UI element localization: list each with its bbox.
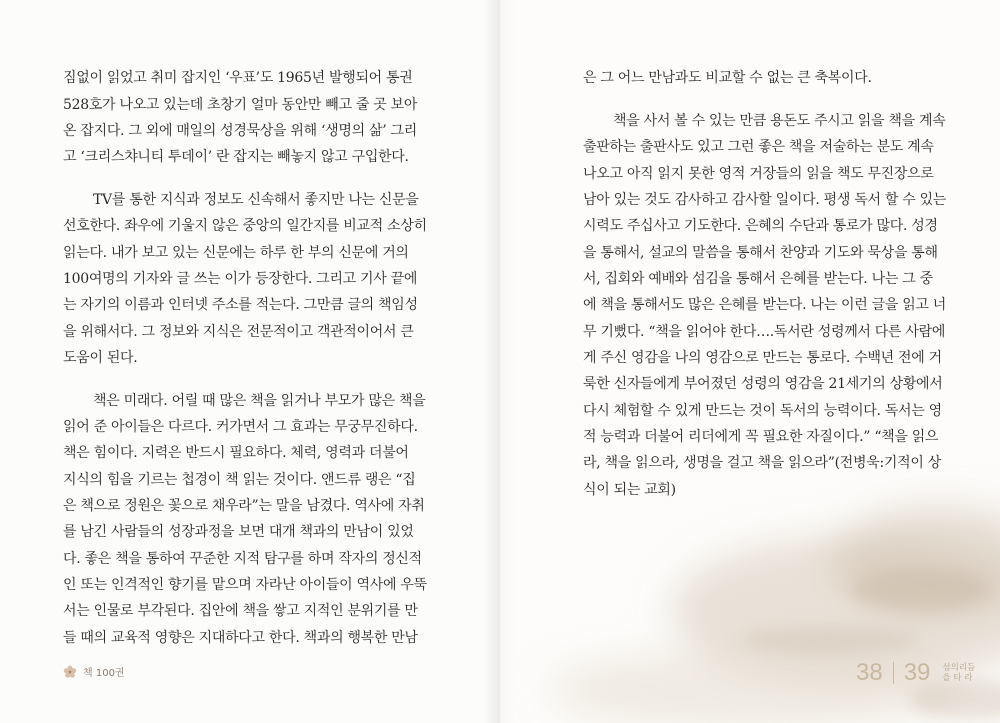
book-gutter (484, 0, 516, 723)
text-line: 라, 책을 읽으라, 생명을 걸고 책을 읽으라”(전병욱:기적이 상 (583, 455, 941, 471)
text-line: 읽는다. 내가 보고 있는 신문에는 하루 한 부의 신문에 거의 (63, 245, 409, 261)
text-line: 서는 인물로 부각된다. 집안에 책을 쌓고 지적인 분위기를 만 (63, 603, 418, 619)
text-line: 은 그 어느 만남과도 비교할 수 없는 큰 축복이다. (583, 70, 872, 86)
text-line: 인 또는 인격적인 향기를 맡으며 자라난 아이들이 역사에 우뚝 (63, 577, 427, 593)
flower-icon (63, 665, 77, 679)
text-line: 에 책을 통해서도 많은 은혜를 받는다. 나는 이런 글을 읽고 너 (583, 297, 947, 313)
text-line: 지식의 힘을 기르는 첩경이 책 읽는 것이다. 앤드류 랭은 “집 (63, 472, 416, 488)
book-title: 책 100권 (83, 668, 125, 679)
text-line: 식이 되는 교회) (583, 482, 676, 498)
text-line: 528호가 나오고 있는데 초창기 얼마 동안만 빼고 줄 곳 보아 (63, 97, 418, 113)
page-number-divider (893, 662, 894, 684)
text-line: 남아 있는 것도 감사하고 감사할 일이다. 평생 독서 할 수 있는 (583, 192, 947, 208)
text-line: 을 통해서, 설교의 말씀을 통해서 찬양과 기도와 묵상을 통해 (583, 245, 938, 261)
text-line: 다. 좋은 책을 통하여 꾸준한 지적 탐구를 하며 작자의 정신적 (63, 551, 422, 567)
page-number-left: 38 (856, 659, 883, 686)
text-line: 책은 미래다. 어릴 때 많은 책을 읽거나 부모가 많은 책을 (93, 393, 426, 409)
text-line: 다시 체험할 수 있게 만드는 것이 독서의 능력이다. 독서는 영 (583, 403, 942, 419)
right-footer (856, 656, 975, 690)
text-line: 게 주신 영감을 나의 영감으로 만드는 통로다. 수백년 전에 거 (583, 350, 942, 366)
text-line: 서, 집회와 예배와 섬김을 통해서 은혜를 받는다. 나는 그 중 (583, 271, 933, 287)
text-line: 무 기뻤다. “책을 읽어야 한다….독서란 성령께서 다른 사람에 (583, 324, 946, 340)
series-title (942, 663, 975, 683)
text-line: 출판하는 출판사도 있고 그런 좋은 책을 저술하는 분도 계속 (583, 139, 934, 155)
text-line: 는 자기의 이름과 인터넷 주소를 적는다. 그만큼 글의 책임성 (63, 297, 418, 313)
series-title-line1: 섬의리듬 (942, 663, 976, 673)
left-footer (63, 664, 125, 679)
text-line: 을 위해서다. 그 정보와 지식은 전문적이고 객관적이어서 큰 (63, 324, 414, 340)
text-line: 도움이 된다. (63, 350, 138, 366)
right-page (500, 0, 1000, 723)
text-line: 룩한 신자들에게 부어졌던 성령의 영감을 21세기의 상황에서 (583, 376, 943, 392)
text-line: TV를 통한 지식과 정보도 신속해서 좋지만 나는 신문을 (93, 192, 419, 208)
text-line: 읽어 준 아이들은 다르다. 커가면서 그 효과는 무궁무진하다. (63, 419, 418, 435)
text-line: 시력도 주십사고 기도한다. 은혜의 수단과 통로가 많다. 성경 (583, 218, 938, 234)
text-line: 적 능력과 더불어 리더에게 꼭 필요한 자질이다.” “책을 읽으 (583, 429, 939, 445)
text-line: 나오고 아직 읽지 못한 영적 거장들의 읽을 책도 무진장으로 (583, 166, 934, 182)
text-line: 온 잡지다. 그 외에 매일의 성경묵상을 위해 ‘생명의 삶’ 그리 (63, 123, 417, 139)
text-line: 를 남긴 사람들의 성장과정을 보면 대개 책과의 만남이 있었 (63, 524, 414, 540)
text-line: 은 책으로 정원은 꽃으로 채우라”는 말을 남겼다. 역사에 자취 (63, 498, 425, 514)
text-line: 100여명의 기자와 글 쓰는 이가 등장한다. 그리고 기사 끝에 (63, 271, 418, 287)
text-line: 책을 사서 볼 수 있는 만큼 용돈도 주시고 읽을 책을 계속 (613, 113, 946, 129)
text-line: 책은 힘이다. 지력은 반드시 필요하다. 체력, 영력과 더불어 (63, 445, 409, 461)
series-title-line2: 을 타 라 (942, 673, 973, 683)
text-line: 선호한다. 좌우에 기울지 않은 중앙의 일간지를 비교적 소상히 (63, 218, 427, 234)
page-number-right: 39 (903, 659, 931, 686)
text-line: 들 때의 교육적 영향은 지대하다고 한다. 책과의 행복한 만남 (63, 630, 418, 646)
text-line: 고 ‘크리스챠니티 투데이’ 란 잡지는 빼놓지 않고 구입한다. (63, 149, 409, 165)
text-line: 짐없이 읽었고 취미 잡지인 ‘우표’도 1965년 발행되어 통권 (63, 70, 413, 86)
